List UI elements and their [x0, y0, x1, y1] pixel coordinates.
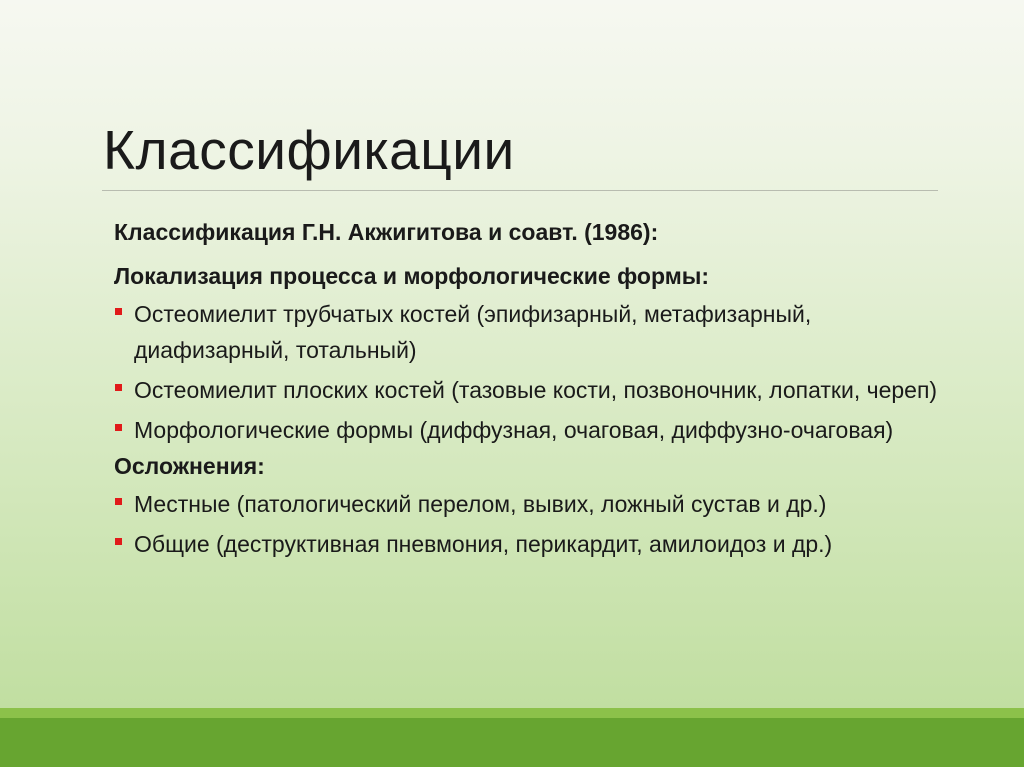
list-item [114, 296, 944, 368]
classification-heading: Классификация Г.Н. Акжигитова и соавт. (1986): [114, 219, 659, 245]
title-divider [102, 190, 938, 191]
list-item [114, 526, 944, 562]
bullet-square-icon [115, 424, 122, 431]
slide-title: Классификации [103, 119, 515, 181]
complications-list [114, 486, 944, 562]
list-item-text: Остеомиелит трубчатых костей (эпифизарный, метафизарный, диафизарный, тотальный) [134, 301, 812, 363]
bullet-square-icon [115, 538, 122, 545]
localization-list [114, 296, 944, 448]
bullet-square-icon [115, 384, 122, 391]
slide-content [114, 218, 944, 566]
list-item-text: Общие (деструктивная пневмония, перикардит, амилоидоз и др.) [134, 531, 833, 557]
complications-heading: Осложнения: [114, 453, 265, 479]
bullet-square-icon [115, 498, 122, 505]
list-item [114, 372, 944, 408]
footer-bar [0, 718, 1024, 767]
list-item [114, 412, 944, 448]
list-item [114, 486, 944, 522]
list-item-text: Остеомиелит плоских костей (тазовые кости, позвоночник, лопатки, череп) [134, 377, 938, 403]
bullet-square-icon [115, 308, 122, 315]
footer-accent-stripe [0, 708, 1024, 718]
list-item-text: Морфологические формы (диффузная, очаговая, диффузно-очаговая) [134, 417, 894, 443]
list-item-text: Местные (патологический перелом, вывих, ложный сустав и др.) [134, 491, 827, 517]
localization-heading: Локализация процесса и морфологические формы: [114, 263, 710, 289]
